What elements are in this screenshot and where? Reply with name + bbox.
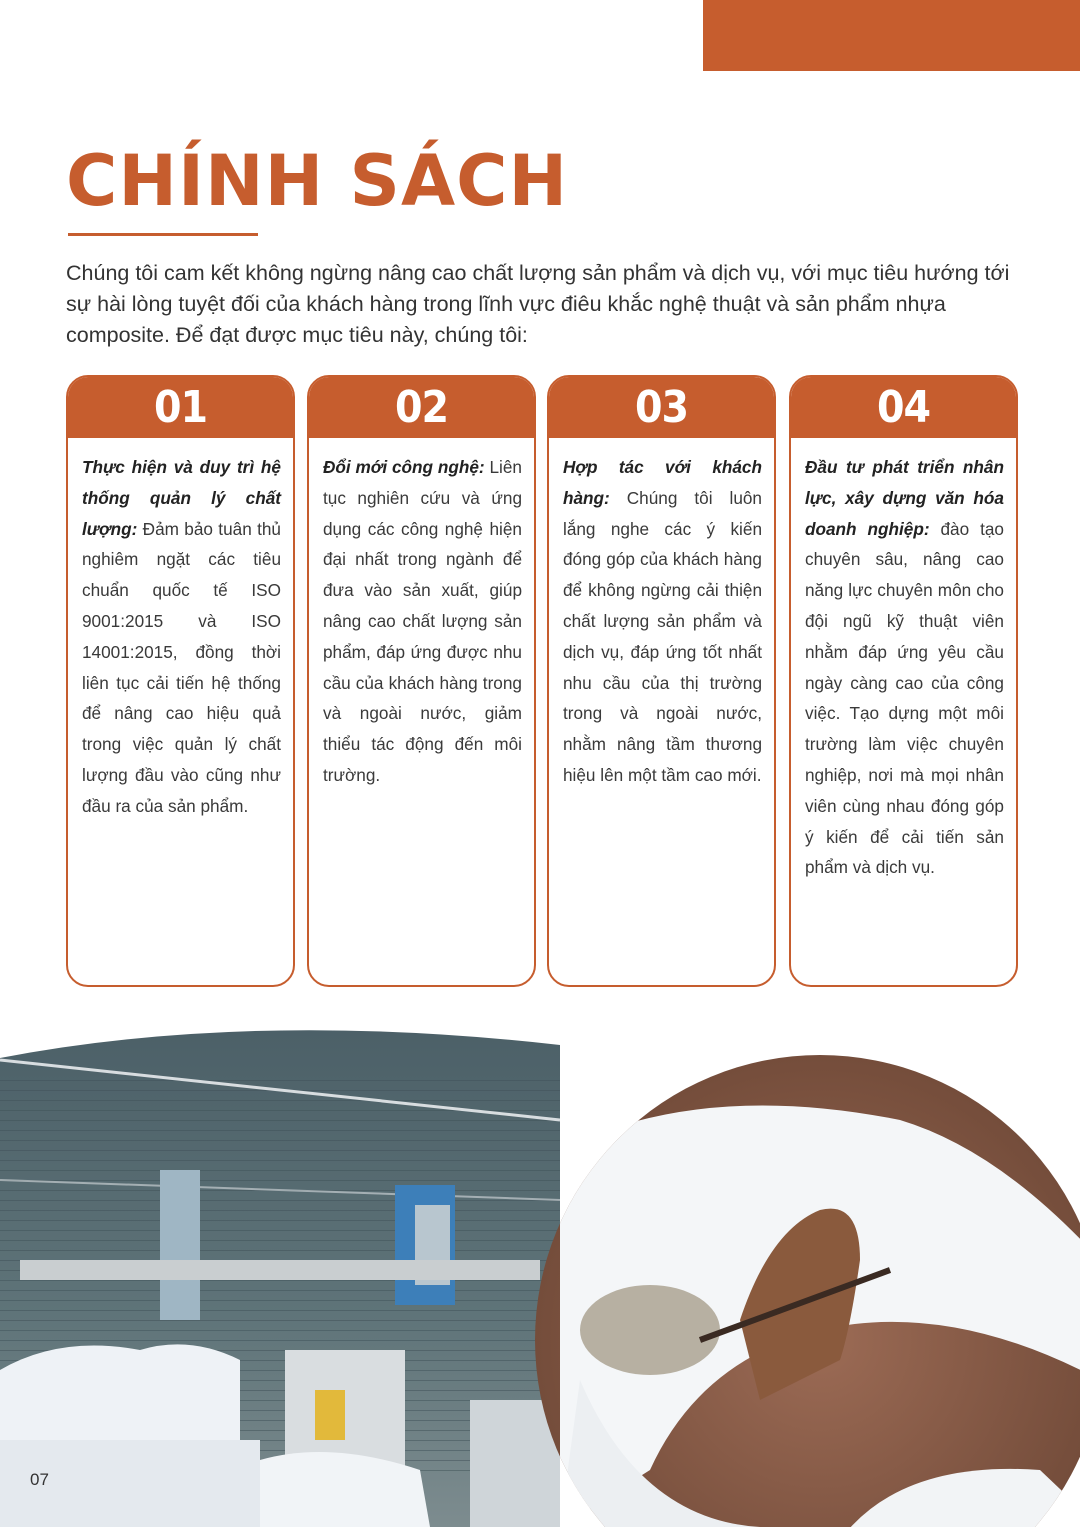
top-accent-bar: [703, 0, 1080, 71]
card-number: 02: [309, 377, 534, 438]
card-text: Liên tục nghiên cứu và ứng dụng các công nghệ hiện đại nhất trong ngành để đưa vào sản xuất, giúp nâng cao chất lượng sản phẩm, đáp ứng được nhu cầu của khách hàng trong và ngoài nước, giảm thiểu tác động đến môi trường.: [323, 457, 522, 785]
card-body: [549, 438, 774, 791]
card-number: 01: [68, 377, 293, 438]
card-text: đào tạo chuyên sâu, nâng cao năng lực chuyên môn cho đội ngũ kỹ thuật viên nhằm đáp ứng yêu cầu ngày càng cao của công việc. Tạo dựng một môi trường làm việc chuyên nghiệp, nơi mà mọi nhân viên cùng nhau đóng góp ý kiến để cải tiến sản phẩm và dịch vụ.: [805, 518, 1004, 878]
policy-card-1: [66, 375, 295, 987]
card-heading: Thực hiện và duy trì hệ thống quản lý chất lượng:: [82, 457, 281, 539]
card-number: 04: [791, 377, 1016, 438]
card-number: 03: [549, 377, 774, 438]
page-number: 07: [30, 1470, 49, 1489]
intro-paragraph: Chúng tôi cam kết không ngừng nâng cao chất lượng sản phẩm và dịch vụ, với mục tiêu hướng tới sự hài lòng tuyệt đối của khách hàng trong lĩnh vực điêu khắc nghệ thuật và sản phẩm nhựa composite. Để đạt được mục tiêu này, chúng tôi:: [66, 261, 1010, 347]
policy-card-3: [547, 375, 776, 987]
card-text: Đảm bảo tuân thủ nghiêm ngặt các tiêu chuẩn quốc tế ISO 9001:2015 và ISO 14001:2015, đồng thời liên tục cải tiến hệ thống để nâng cao hiệu quả trong việc quản lý chất lượng đầu vào cũng như đầu ra của sản phẩm.: [82, 518, 281, 816]
card-text: Chúng tôi luôn lắng nghe các ý kiến đóng góp của khách hàng để không ngừng cải thiện chất lượng sản phẩm và dịch vụ, đáp ứng tốt nhất nhu cầu của thị trường trong và ngoài nước, nhằm nâng tầm thương hiệu lên một tầm cao mới.: [563, 487, 762, 785]
policy-card-4: [789, 375, 1018, 987]
page-title: CHÍNH SÁCH: [66, 140, 569, 222]
card-heading: Hợp tác với khách hàng:: [563, 457, 762, 508]
card-heading: Đổi mới công nghệ:: [323, 457, 485, 477]
card-body: [791, 438, 1016, 883]
factory-photos: [0, 1000, 1080, 1527]
title-underline: [68, 233, 258, 236]
policy-card-2: [307, 375, 536, 987]
workshop-photo: [0, 1000, 560, 1527]
card-body: [309, 438, 534, 791]
card-heading: Đầu tư phát triển nhân lực, xây dựng văn hóa doanh nghiệp:: [805, 457, 1004, 539]
card-body: [68, 438, 293, 822]
carving-photo: [520, 1040, 1080, 1527]
